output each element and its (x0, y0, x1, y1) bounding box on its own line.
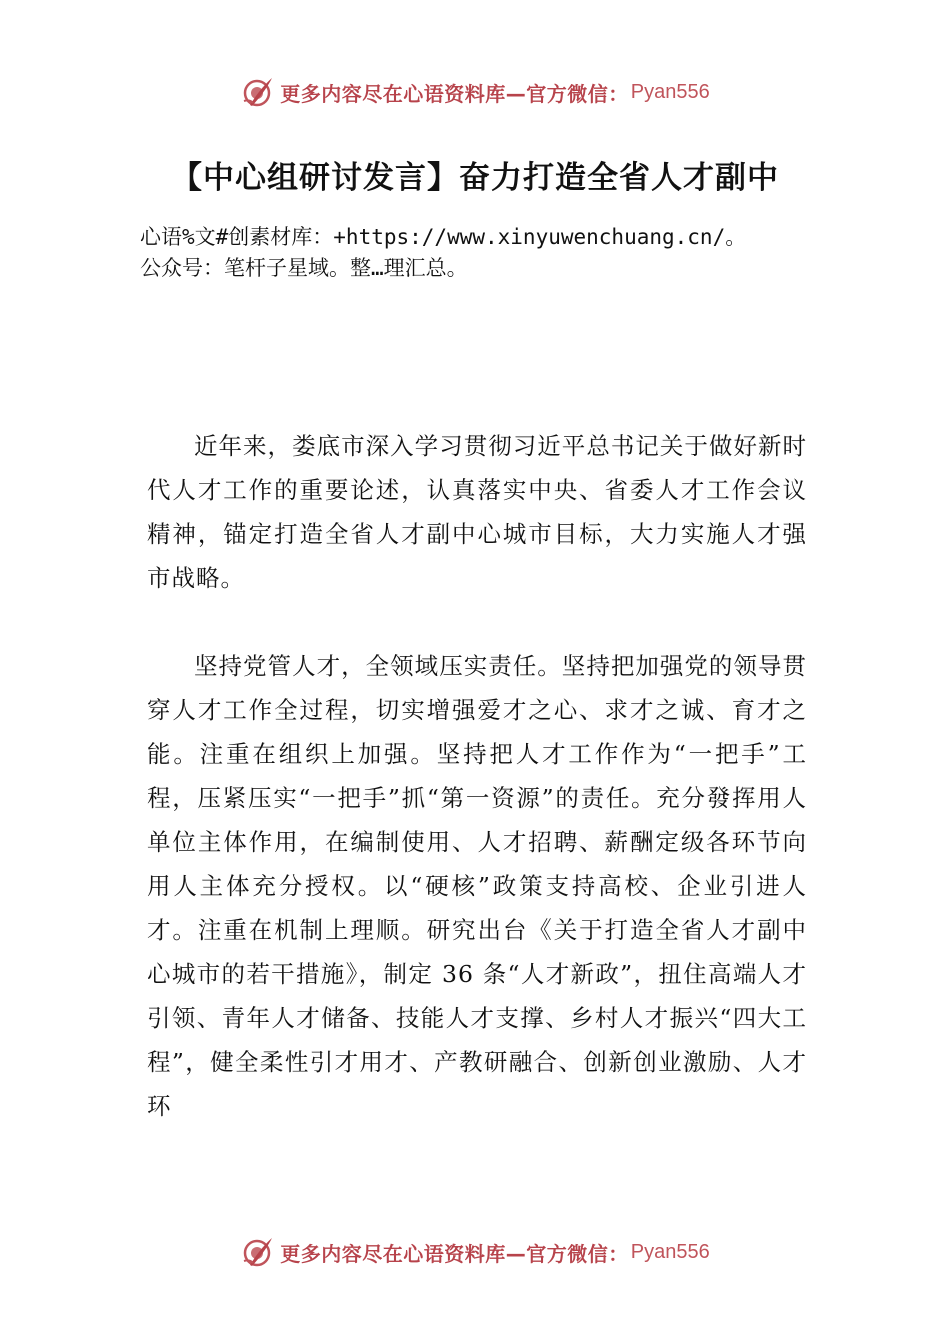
source-line-2: 公众号：笔杆子星域。整…理汇总。 (140, 256, 468, 280)
banner-text: 更多内容尽在心语资料库—官方微信： (280, 1241, 629, 1266)
quill-seal-icon (240, 75, 274, 109)
wechat-id: Pyan556 (630, 80, 710, 103)
paragraph: 近年来，娄底市深入学习贯彻习近平总书记关于做好新时代人才工作的重要论述，认真落实中央、省委人才工作会议精神，锚定打造全省人才副中心城市目标，大力实施人才强市战略。 (147, 432, 807, 592)
quill-seal-icon (240, 1235, 274, 1269)
header-banner (0, 72, 950, 112)
source-line-1: 心语%文#创素材库：+https://www.xinyuwenchuang.cn/。 (140, 225, 747, 249)
source-info (140, 222, 860, 284)
document-title: 【中心组研讨发言】奋力打造全省人才副中 (171, 160, 779, 196)
wechat-id: Pyan556 (630, 1240, 710, 1263)
footer-banner (0, 1232, 950, 1272)
paragraph: 坚持党管人才，全领域压实责任。坚持把加强党的领导贯穿人才工作全过程，切实增强爱才之心、求才之诚、育才之能。注重在组织上加强。坚持把人才工作作为“一把手”工程，压紧压实“一把手”抓“第一资源”的责任。充分發挥用人单位主体作用，在编制使用、人才招聘、薪酬定级各环节向用人主体充分授权。以“硬核”政策支持高校、企业引进人才。注重在机制上理顺。研究出台《关于打造全省人才副中心城市的若干措施》，制定 36 条“人才新政”，扭住高端人才引领、青年人才储备、技能人才支撑、乡村人才振兴“四大工程”，健全柔性引才用才、产教研融合、创新创业激励、人才环 (147, 652, 807, 1120)
banner-text: 更多内容尽在心语资料库—官方微信： (280, 81, 629, 106)
document-body (147, 424, 807, 1128)
